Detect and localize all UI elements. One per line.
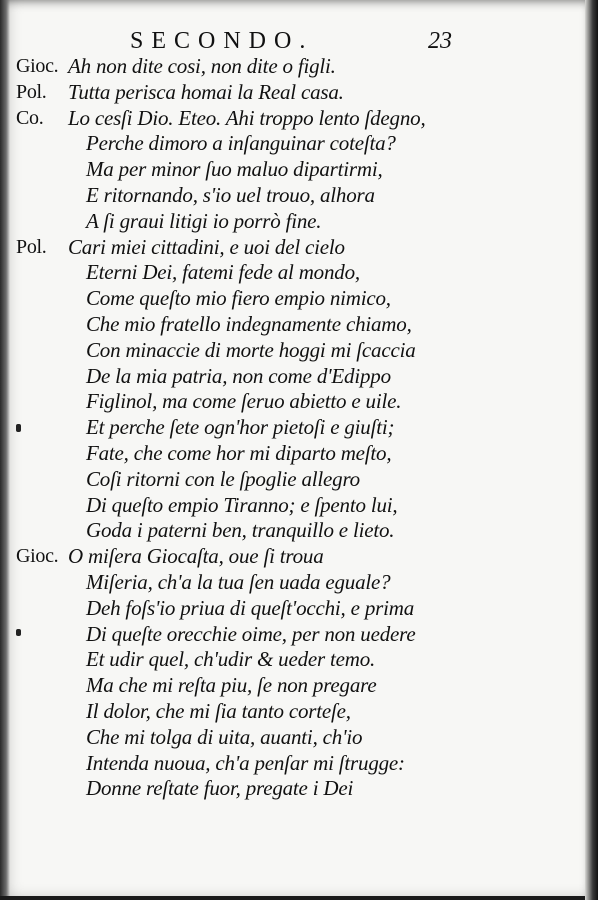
verse-text: Figlinol, ma come ſeruo abietto e uile. bbox=[86, 389, 402, 414]
verse-line bbox=[16, 441, 516, 467]
verse-line bbox=[16, 235, 516, 261]
page-gutter-shadow bbox=[0, 0, 10, 896]
verse-line bbox=[16, 415, 516, 441]
verse-text: Ma che mi reſta piu, ſe non pregare bbox=[86, 673, 377, 698]
speaker-label bbox=[16, 493, 68, 519]
verse-text: Fate, che come hor mi diparto meſto, bbox=[86, 440, 392, 465]
speaker-label bbox=[16, 725, 68, 751]
verse-line bbox=[16, 80, 516, 106]
verse-line bbox=[16, 157, 516, 183]
speaker-label: Gioc. bbox=[16, 545, 59, 568]
speaker-label bbox=[16, 286, 68, 312]
verse-text: Come queſto mio fiero empio nimico, bbox=[86, 286, 391, 311]
verse-text: Intenda nuoua, ch'a penſar mi ſtrugge: bbox=[86, 750, 405, 775]
verse-text: Con minaccie di morte hoggi mi ſcaccia bbox=[86, 337, 416, 362]
book-edge-shadow bbox=[585, 0, 598, 900]
verse-line bbox=[16, 260, 516, 286]
verse-line bbox=[16, 106, 516, 132]
ink-speck bbox=[16, 629, 21, 636]
verse-block bbox=[16, 54, 516, 802]
verse-line bbox=[16, 544, 516, 570]
speaker-label bbox=[16, 596, 68, 622]
verse-line bbox=[16, 54, 516, 80]
verse-text: Et perche ſete ogn'hor pietoſi e giuſti; bbox=[86, 415, 395, 440]
speaker-label bbox=[16, 260, 68, 286]
verse-line bbox=[16, 751, 516, 777]
speaker-label bbox=[16, 467, 68, 493]
verse-line bbox=[16, 699, 516, 725]
verse-text: Et udir quel, ch'udir & ueder temo. bbox=[86, 647, 376, 672]
verse-text: Di queſto empio Tiranno; e ſpento lui, bbox=[86, 492, 398, 517]
speaker-label bbox=[16, 415, 68, 441]
verse-line bbox=[16, 209, 516, 235]
speaker-label: Pol. bbox=[16, 235, 47, 258]
verse-line bbox=[16, 622, 516, 648]
verse-text: Che mio fratello indegnamente chiamo, bbox=[86, 311, 412, 336]
speaker-label bbox=[16, 751, 68, 777]
verse-text: Deh foſs'io priua di queſt'occhi, e prima bbox=[86, 595, 414, 620]
speaker-label bbox=[16, 131, 68, 157]
running-head: SECONDO. bbox=[130, 28, 314, 54]
verse-text: Tutta perisca homai la Real casa. bbox=[68, 79, 344, 104]
page-number: 23 bbox=[428, 28, 452, 54]
verse-text: Il dolor, che mi ſia tanto corteſe, bbox=[86, 698, 351, 723]
verse-line bbox=[16, 518, 516, 544]
verse-line bbox=[16, 570, 516, 596]
speaker-label bbox=[16, 699, 68, 725]
verse-text: Goda i paterni ben, tranquillo e lieto. bbox=[86, 518, 395, 543]
verse-line bbox=[16, 493, 516, 519]
verse-line bbox=[16, 338, 516, 364]
verse-line bbox=[16, 131, 516, 157]
speaker-label bbox=[16, 338, 68, 364]
verse-line bbox=[16, 467, 516, 493]
verse-line bbox=[16, 183, 516, 209]
verse-text: E ritornando, s'io uel trouo, alhora bbox=[86, 182, 375, 207]
verse-text: Coſi ritorni con le ſpoglie allegro bbox=[86, 466, 360, 491]
verse-text: Ma per minor ſuo maluo dipartirmi, bbox=[86, 157, 383, 182]
speaker-label: Co. bbox=[16, 106, 44, 129]
speaker-label bbox=[16, 776, 68, 802]
verse-text: De la mia patria, non come d'Edippo bbox=[86, 363, 391, 388]
verse-text: A ſi graui litigi io porrò fine. bbox=[86, 208, 322, 233]
speaker-label bbox=[16, 157, 68, 183]
speaker-label bbox=[16, 647, 68, 673]
verse-text: Lo cesſi Dio. Eteo. Ahi troppo lento ſdegno, bbox=[68, 105, 426, 130]
speaker-label bbox=[16, 570, 68, 596]
verse-line bbox=[16, 286, 516, 312]
speaker-label bbox=[16, 389, 68, 415]
verse-text: Perche dimoro a inſanguinar coteſta? bbox=[86, 131, 396, 156]
speaker-label bbox=[16, 622, 68, 648]
speaker-label bbox=[16, 441, 68, 467]
verse-text: Che mi tolga di uita, auanti, ch'io bbox=[86, 724, 363, 749]
speaker-label bbox=[16, 183, 68, 209]
verse-text: Ah non dite cosi, non dite o figli. bbox=[68, 54, 336, 78]
verse-line bbox=[16, 596, 516, 622]
verse-line bbox=[16, 776, 516, 802]
speaker-label bbox=[16, 518, 68, 544]
speaker-label bbox=[16, 312, 68, 338]
ink-speck bbox=[16, 424, 21, 432]
verse-line bbox=[16, 725, 516, 751]
verse-line bbox=[16, 647, 516, 673]
verse-text: Di queſte orecchie oime, per non uedere bbox=[86, 621, 416, 646]
verse-line bbox=[16, 389, 516, 415]
verse-line bbox=[16, 312, 516, 338]
speaker-label: Pol. bbox=[16, 80, 47, 103]
verse-text: Cari miei cittadini, e uoi del cielo bbox=[68, 234, 345, 259]
speaker-label bbox=[16, 209, 68, 235]
verse-text: Miſeria, ch'a la tua ſen uada eguale? bbox=[86, 569, 391, 594]
verse-text: Donne reſtate fuor, pregate i Dei bbox=[86, 776, 354, 801]
speaker-label: Gioc. bbox=[16, 55, 59, 77]
speaker-label bbox=[16, 364, 68, 390]
speaker-label bbox=[16, 673, 68, 699]
verse-text: O miſera Giocaſta, oue ſi troua bbox=[68, 544, 324, 569]
verse-line bbox=[16, 673, 516, 699]
verse-text: Eterni Dei, fatemi fede al mondo, bbox=[86, 260, 360, 285]
verse-line bbox=[16, 364, 516, 390]
